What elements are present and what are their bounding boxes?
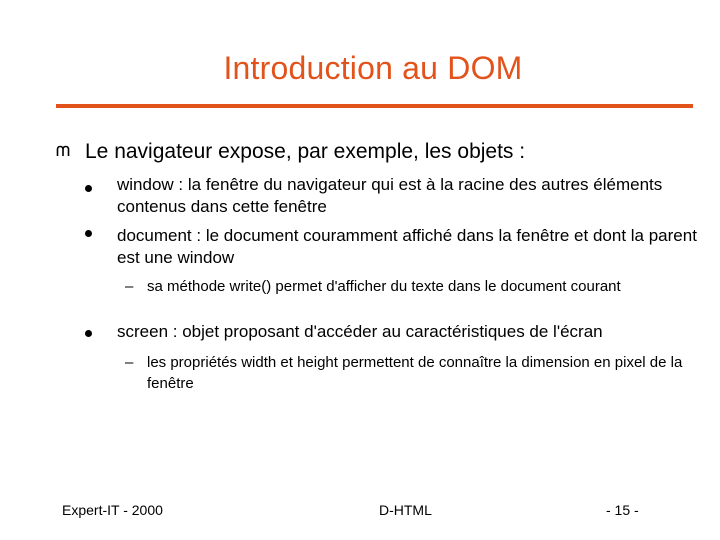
sub-item-width-height: les propriétés width et height permettent de connaître la dimension en pixel de la fenêtre <box>147 354 683 392</box>
list-item-screen: screen : objet proposant d'accéder au caractéristiques de l'écran <box>117 322 603 341</box>
dash-bullet: – <box>125 278 134 295</box>
dot-bullet-icon <box>85 330 92 337</box>
footer-page-number: - 15 - <box>606 502 639 518</box>
bullet-level1-text: Le navigateur expose, par exemple, les objets : <box>85 140 526 163</box>
list-item-document: document : le document couramment affiché dans la fenêtre et dont la parent est une window <box>117 226 697 267</box>
footer-left: Expert-IT - 2000 <box>62 502 163 518</box>
slide-title: Introduction au DOM <box>223 50 523 86</box>
footer-center: D-HTML <box>379 502 432 518</box>
title-underline <box>56 104 693 108</box>
dot-bullet-icon <box>85 185 92 192</box>
list-item-window: window : la fenêtre du navigateur qui est à la racine des autres éléments contenus dans cette fenêtre <box>117 175 663 216</box>
hollow-m-bullet-icon <box>56 144 70 158</box>
dash-bullet: – <box>125 354 134 371</box>
dot-bullet-icon <box>85 230 92 237</box>
sub-item-write: sa méthode write() permet d'afficher du texte dans le document courant <box>147 278 621 295</box>
